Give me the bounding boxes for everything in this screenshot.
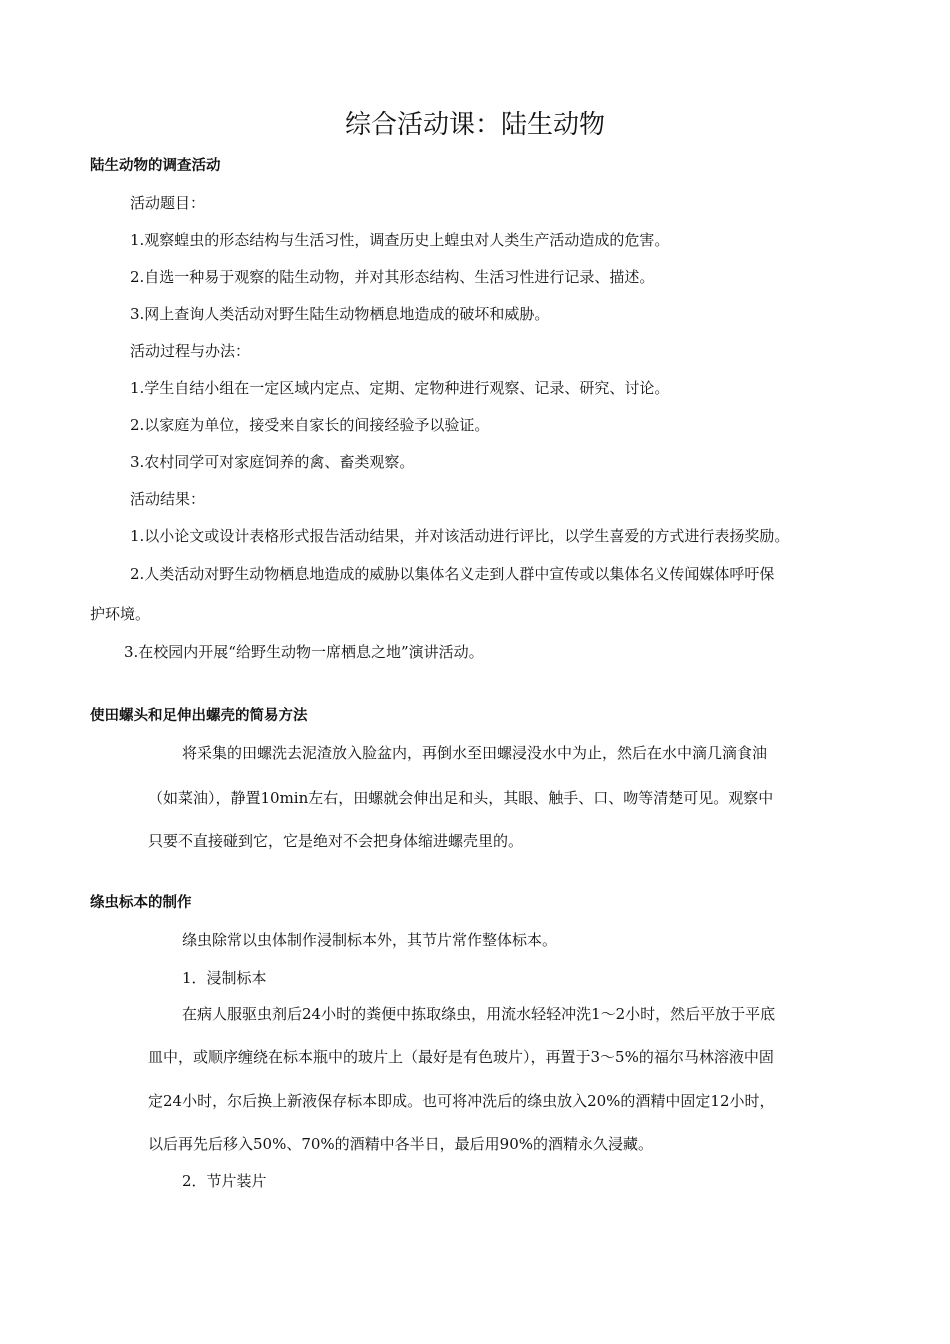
topic-label: 活动题目： xyxy=(130,194,206,212)
topic-item: 3.网上查询人类活动对野生陆生动物栖息地造成的破坏和威胁。 xyxy=(130,305,550,323)
paragraph-line: 只要不直接碰到它，它是绝对不会把身体缩进螺壳里的。 xyxy=(148,832,524,850)
paragraph-line: 将采集的田螺洗去泥渣放入脸盆内，再倒水至田螺浸没水中为止，然后在水中滴几滴食油 xyxy=(182,744,768,762)
topic-item: 1.观察蝗虫的形态结构与生活习性，调查历史上蝗虫对人类生产活动造成的危害。 xyxy=(130,231,670,249)
subheading: 1．浸制标本 xyxy=(182,969,267,987)
process-label: 活动过程与办法： xyxy=(130,342,251,360)
paragraph-line: 绦虫除常以虫体制作浸制标本外，其节片常作整体标本。 xyxy=(182,931,558,949)
page-title: 综合活动课：陆生动物 xyxy=(344,110,605,140)
process-item: 3.农村同学可对家庭饲养的禽、畜类观察。 xyxy=(130,453,415,471)
paragraph-line: 定24小时，尔后换上新液保存标本即成。也可将冲洗后的绦虫放入20%的酒精中固定12小时， xyxy=(148,1092,775,1110)
section-heading-survey: 陆生动物的调查活动 xyxy=(90,158,221,174)
section-heading-snail: 使田螺头和足伸出螺壳的简易方法 xyxy=(90,708,308,724)
paragraph-line: 在病人服驱虫剂后24小时的粪便中拣取绦虫，用流水轻轻冲洗1～2小时，然后平放于平底 xyxy=(182,1005,776,1023)
paragraph-line: 皿中，或顺序缠绕在标本瓶中的玻片上（最好是有色玻片），再置于3～5%的福尔马林溶液中固 xyxy=(148,1048,774,1066)
result-item-continued: 护环境。 xyxy=(90,605,151,623)
result-item: 1.以小论文或设计表格形式报告活动结果，并对该活动进行评比，以学生喜爱的方式进行表扬奖励。 xyxy=(130,527,790,545)
topic-item: 2.自选一种易于观察的陆生动物，并对其形态结构、生活习性进行记录、描述。 xyxy=(130,268,655,286)
paragraph-line: （如菜油），静置10min左右，田螺就会伸出足和头，其眼、触手、口、吻等清楚可见。观察中 xyxy=(148,789,774,807)
result-item: 3.在校园内开展“给野生动物一席栖息之地”演讲活动。 xyxy=(124,643,484,661)
result-label: 活动结果： xyxy=(130,490,206,508)
process-item: 1.学生自结小组在一定区域内定点、定期、定物种进行观察、记录、研究、讨论。 xyxy=(130,379,670,397)
paragraph-line: 以后再先后移入50%、70%的酒精中各半日，最后用90%的酒精永久浸藏。 xyxy=(148,1135,654,1153)
result-item: 2.人类活动对野生动物栖息地造成的威胁以集体名义走到人群中宣传或以集体名义传闻媒体呼吁保 xyxy=(130,565,775,583)
section-heading-tapeworm: 绦虫标本的制作 xyxy=(90,895,192,911)
subheading: 2．节片装片 xyxy=(182,1172,267,1190)
process-item: 2.以家庭为单位，接受来自家长的间接经验予以验证。 xyxy=(130,416,490,434)
